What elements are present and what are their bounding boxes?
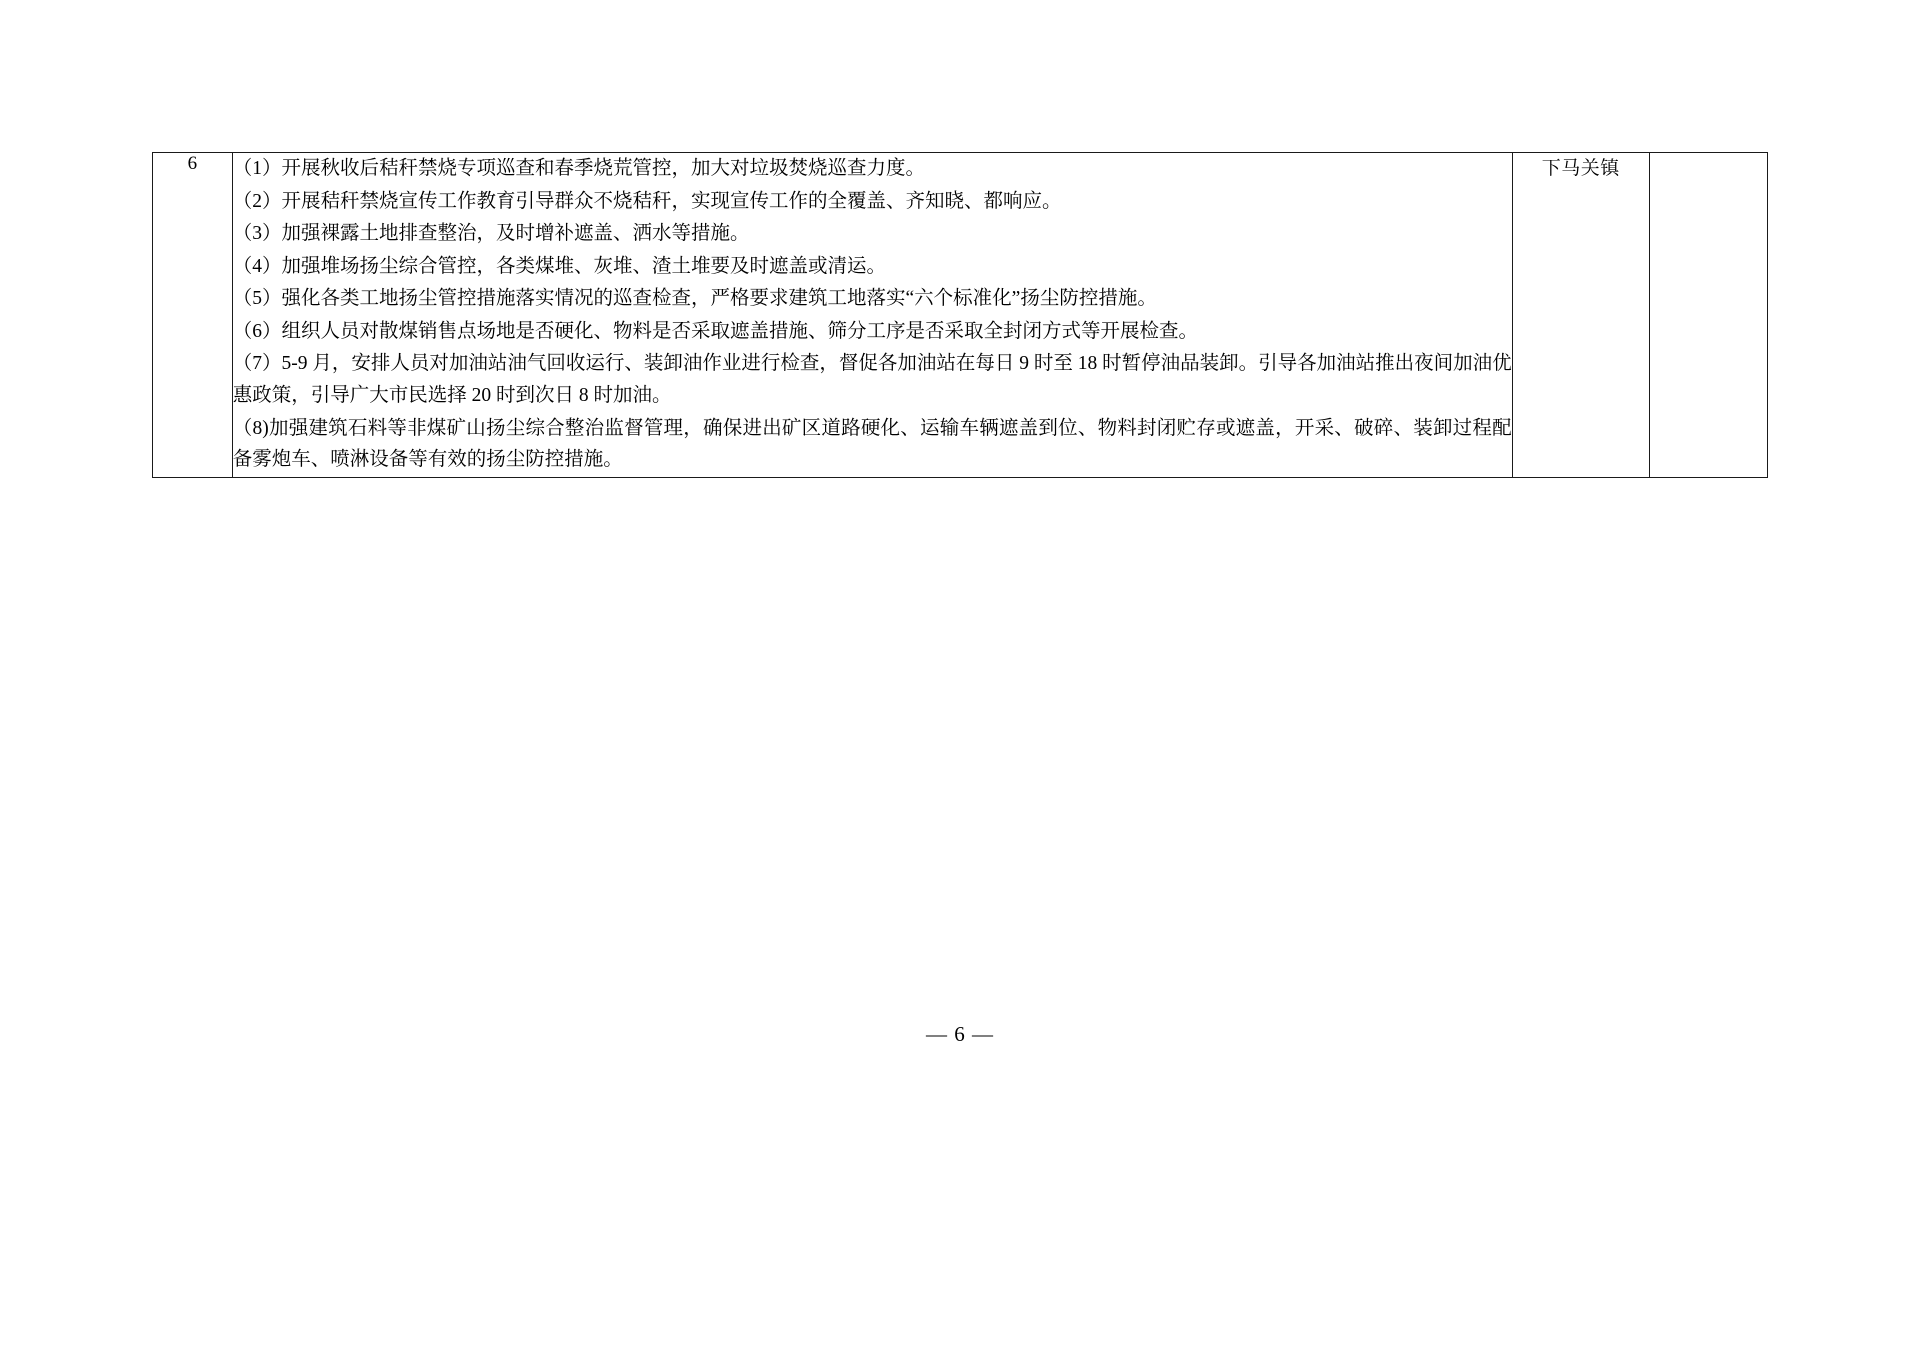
page-footer: — 6 — (926, 1022, 994, 1046)
row-number-cell: 6 (153, 153, 233, 478)
table-row (153, 153, 1768, 478)
measure-item-4: （4）加强堆场扬尘综合管控，各类煤堆、灰堆、渣土堆要及时遮盖或清运。 (232, 255, 887, 277)
measure-item-6: （6）组织人员对散煤销售点场地是否硬化、物料是否采取遮盖措施、筛分工序是否采取全封闭方式等开展检查。 (232, 320, 1199, 342)
row-extra-cell (1649, 153, 1767, 478)
measure-item-7: （7）5-9 月，安排人员对加油站油气回收运行、装卸油作业进行检查，督促各加油站在每日 9 时至 18 时暂停油品装卸。引导各加油站推出夜间加油优惠政策，引导广大市民选择 20 时到次日 8 时加油。 (232, 353, 1512, 407)
measure-item-5: （5）强化各类工地扬尘管控措施落实情况的巡查检查，严格要求建筑工地落实“六个标准化”扬尘防控措施。 (232, 288, 1157, 310)
measure-item-2: （2）开展秸秆禁烧宣传工作教育引导群众不烧秸秆，实现宣传工作的全覆盖、齐知晓、都响应。 (232, 190, 1062, 212)
measure-item-8: （8)加强建筑石料等非煤矿山扬尘综合整治监督管理，确保进出矿区道路硬化、运输车辆遮盖到位、物料封闭贮存或遮盖，开采、破碎、装卸过程配备雾炮车、喷淋设备等有效的扬尘防控措施。 (232, 417, 1512, 471)
row-department-cell: 下马关镇 (1512, 153, 1649, 478)
measure-item-3: （3）加强裸露土地排查整治，及时增补遮盖、洒水等措施。 (232, 223, 750, 245)
measure-item-1: （1）开展秋收后秸秆禁烧专项巡查和春季烧荒管控，加大对垃圾焚烧巡查力度。 (232, 158, 926, 179)
measures-table (152, 152, 1768, 478)
row-content-cell (232, 153, 1512, 478)
